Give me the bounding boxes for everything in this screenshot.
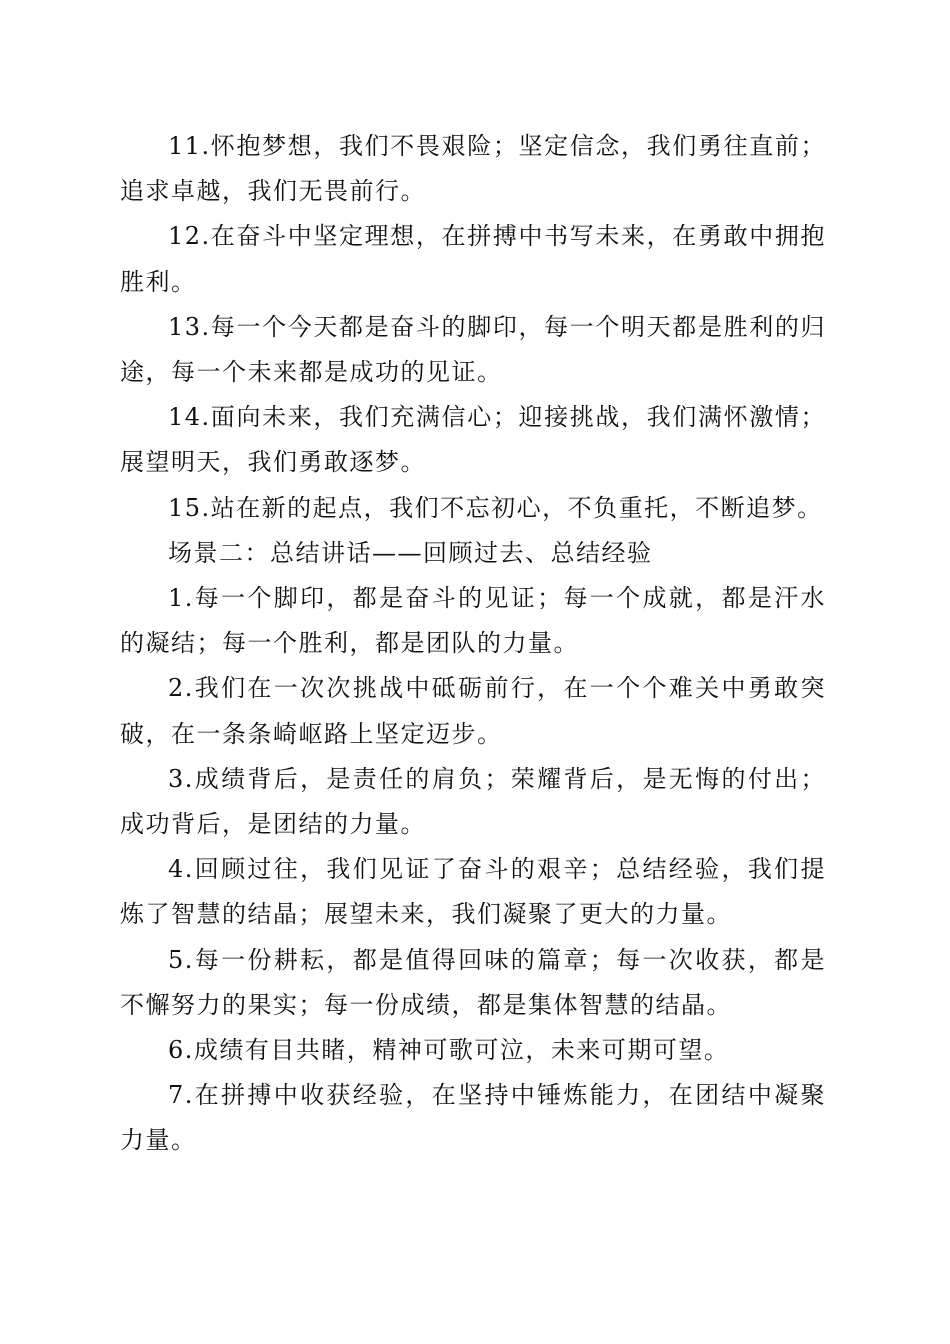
paragraph-3: 3.成绩背后，是责任的肩负；荣耀背后，是无悔的付出；成功背后，是团结的力量。	[120, 764, 826, 839]
paragraph-1: 1.每一个脚印，都是奋斗的见证；每一个成就，都是汗水的凝结；每一个胜利，都是团队的力量。	[120, 584, 826, 658]
paragraph-2: 2.我们在一次次挑战中砥砺前行，在一个个难关中勇敢突破，在一条条崎岖路上坚定迈步。	[120, 674, 826, 748]
paragraph-14: 14.面向未来，我们充满信心；迎接挑战，我们满怀激情；展望明天，我们勇敢逐梦。	[120, 403, 826, 477]
paragraph-15: 15.站在新的起点，我们不忘初心，不负重托，不断追梦。	[168, 493, 823, 522]
section-heading-scene-two: 场景二：总结讲话——回顾过去、总结经验	[168, 538, 653, 567]
paragraph-6: 6.成绩有目共睹，精神可歌可泣，未来可期可望。	[168, 1036, 730, 1065]
paragraph-5: 5.每一份耕耘，都是值得回味的篇章；每一次收获，都是不懈努力的果实；每一份成绩，都是集体智慧的结晶。	[120, 945, 826, 1019]
document-page	[120, 124, 826, 1164]
paragraph-12: 12.在奋斗中坚定理想，在拼搏中书写未来，在勇敢中拥抱胜利。	[120, 222, 826, 296]
paragraph-11: 11.怀抱梦想，我们不畏艰险；坚定信念，我们勇往直前；追求卓越，我们无畏前行。	[120, 132, 826, 206]
paragraph-7: 7.在拼搏中收获经验，在坚持中锤炼能力，在团结中凝聚力量。	[120, 1081, 826, 1155]
paragraph-13: 13.每一个今天都是奋斗的脚印，每一个明天都是胜利的归途，每一个未来都是成功的见证。	[120, 312, 826, 387]
paragraph-4: 4.回顾过往，我们见证了奋斗的艰辛；总结经验，我们提炼了智慧的结晶；展望未来，我们凝聚了更大的力量。	[120, 855, 826, 929]
